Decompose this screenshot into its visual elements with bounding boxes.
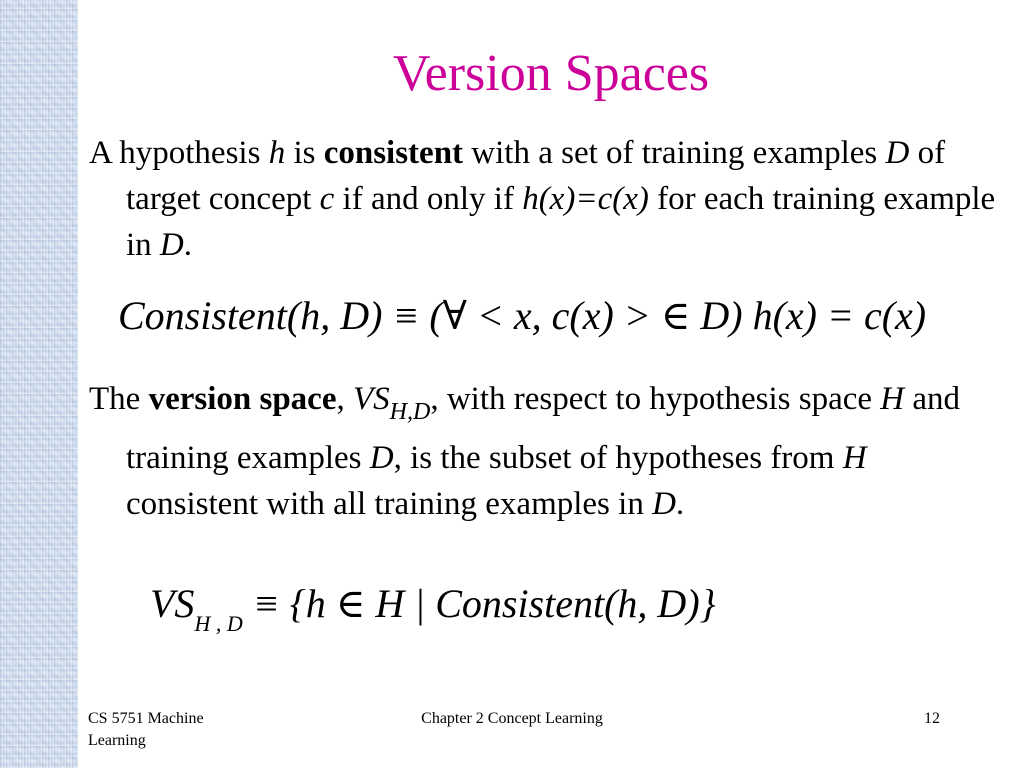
text: of target concept	[126, 135, 946, 217]
term-version-space: version space	[148, 381, 337, 417]
text: for each training example in	[126, 181, 996, 263]
var-h: h	[268, 135, 286, 171]
var-D: D	[652, 486, 676, 522]
text: ,	[336, 381, 353, 417]
definition-version-space	[89, 376, 1006, 527]
text: .	[675, 486, 685, 522]
version-space-formula	[150, 580, 716, 637]
text: is	[285, 135, 324, 171]
formula-args: (h, D)	[286, 293, 383, 338]
footer-course: CS 5751 Machine Learning	[88, 710, 204, 749]
footer-chapter: Chapter 2 Concept Learning	[421, 710, 603, 727]
text: , with respect to hypothesis space	[430, 381, 881, 417]
slide-title: Version Spaces	[392, 45, 710, 102]
term-consistent: consistent	[323, 135, 464, 171]
var-VS: VS	[352, 381, 390, 417]
footer-page-number: 12	[924, 710, 940, 727]
formula-vs: VS	[150, 581, 195, 626]
text: with a set of training examples	[463, 135, 886, 171]
var-H: H	[880, 381, 905, 417]
formula-lhs: Consistent	[118, 293, 287, 338]
text: and training examples	[126, 381, 961, 476]
var-D: D	[369, 440, 394, 476]
formula-rhs: ≡ (∀ < x, c(x) > ∈ D) h(x) = c(x)	[382, 293, 927, 338]
text: The	[89, 381, 149, 417]
var-D: D	[885, 135, 910, 171]
var-VS-subscript: H,D	[389, 399, 431, 425]
equation-inline: h(x)=c(x)	[522, 181, 649, 217]
decorative-texture-bar	[0, 0, 78, 768]
formula-vs-subscript: H , D	[194, 611, 243, 636]
consistent-formula	[118, 292, 926, 339]
var-c: c	[319, 181, 335, 217]
var-D: D	[159, 227, 184, 263]
formula-rhs: ≡ {h ∈ H | Consistent(h, D)}	[242, 581, 716, 626]
definition-consistent	[89, 130, 1006, 268]
text: consistent with all training examples in	[126, 486, 653, 522]
text: A hypothesis	[89, 135, 269, 171]
text: if and only if	[334, 181, 523, 217]
var-H: H	[842, 440, 867, 476]
text: .	[183, 227, 193, 263]
text: , is the subset of hypotheses from	[393, 440, 843, 476]
